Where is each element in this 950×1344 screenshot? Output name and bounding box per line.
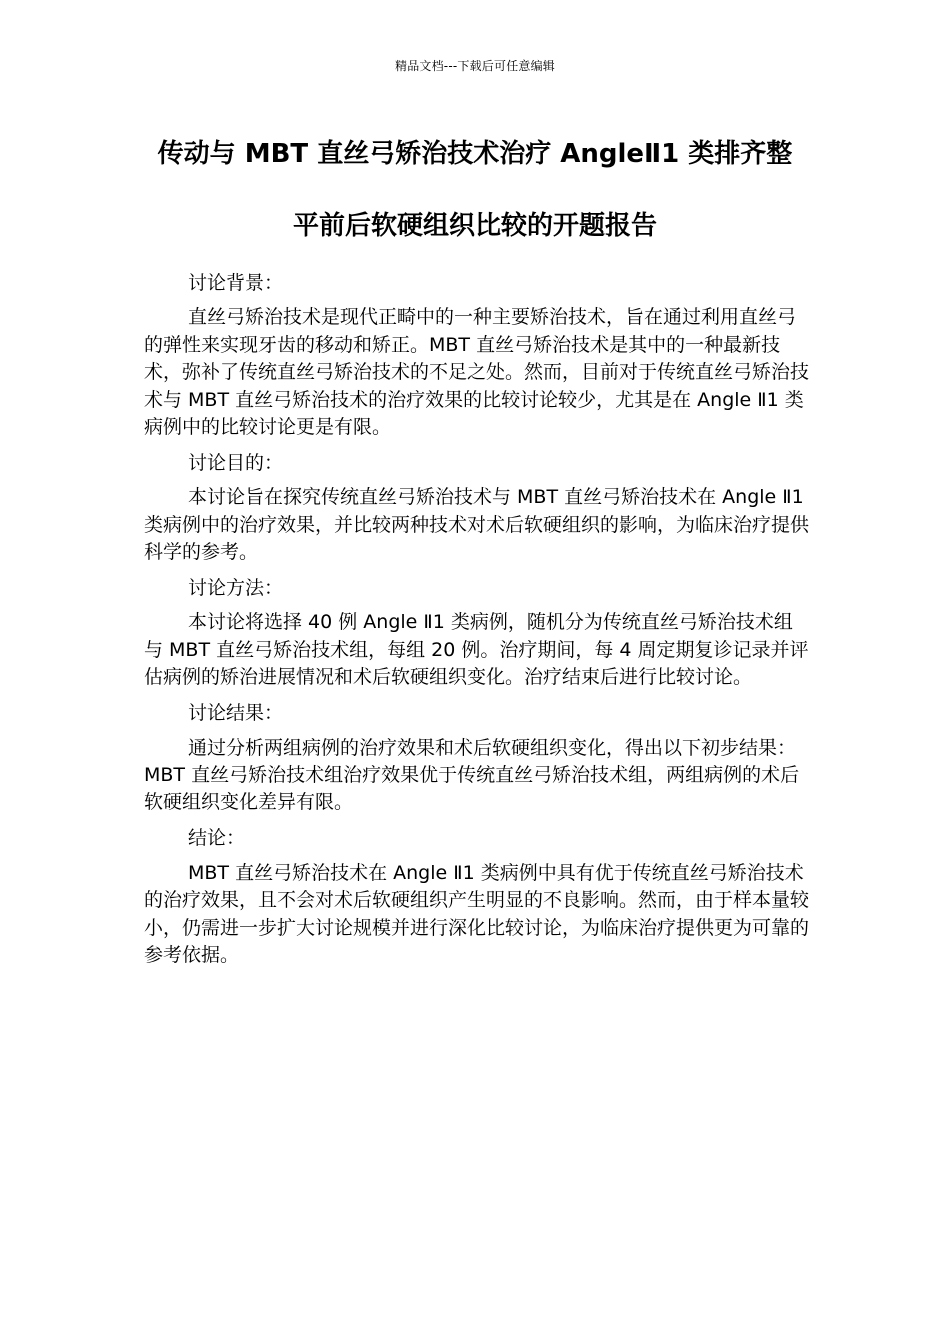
purpose-heading: 讨论目的： <box>188 451 284 474</box>
method-paragraph: 本讨论将选择 40 例 Angle Ⅱ1 类病例，随机分为传统直丝弓矫治技术组与 MBT 直丝弓矫治技术组，每组 20 例。治疗期间，每 4 周定期复诊记录并评估病例的矫治进展情况和术后软硬组织变化。治疗结束后进行比较讨论。 <box>144 611 809 689</box>
purpose-paragraph: 本讨论旨在探究传统直丝弓矫治技术与 MBT 直丝弓矫治技术在 Angle Ⅱ1 类病例中的治疗效果，并比较两种技术对术后软硬组织的影响，为临床治疗提供科学的参考。 <box>144 486 810 564</box>
results-heading: 讨论结果： <box>188 702 284 725</box>
document-title <box>100 136 850 244</box>
method-heading: 讨论方法： <box>188 577 284 600</box>
conclusion-heading: 结论： <box>188 827 246 850</box>
conclusion-paragraph: MBT 直丝弓矫治技术在 Angle Ⅱ1 类病例中具有优于传统直丝弓矫治技术的治疗效果，且不会对术后软硬组织产生明显的不良影响。然而，由于样本量较小，仍需进一步扩大讨论规模并进行深化比较讨论，为临床治疗提供更为可靠的参考依据。 <box>144 861 810 966</box>
results-paragraph: 通过分析两组病例的治疗效果和术后软硬组织变化，得出以下初步结果：MBT 直丝弓矫治技术组治疗效果优于传统直丝弓矫治技术组，两组病例的术后软硬组织变化差异有限。 <box>144 736 800 814</box>
header-note: 精品文档---下载后可任意编辑 <box>395 59 555 73</box>
document-body <box>144 270 810 978</box>
background-heading: 讨论背景： <box>188 272 284 294</box>
title-line-2: 平前后软硬组织比较的开题报告 <box>292 211 657 241</box>
background-paragraph: 直丝弓矫治技术是现代正畸中的一种主要矫治技术，旨在通过利用直丝弓的弹性来实现牙齿的移动和矫正。MBT 直丝弓矫治技术是其中的一种最新技术，弥补了传统直丝弓矫治技术的不足之处。然而，目前对于传统直丝弓矫治技术与 MBT 直丝弓矫治技术的治疗效果的比较讨论较少，尤其是在 Angle Ⅱ1 类病例中的比较讨论更是有限。 <box>144 306 810 439</box>
title-line-1: 传动与 MBT 直丝弓矫治技术治疗 AngleⅡ1 类排齐整 <box>157 139 793 169</box>
